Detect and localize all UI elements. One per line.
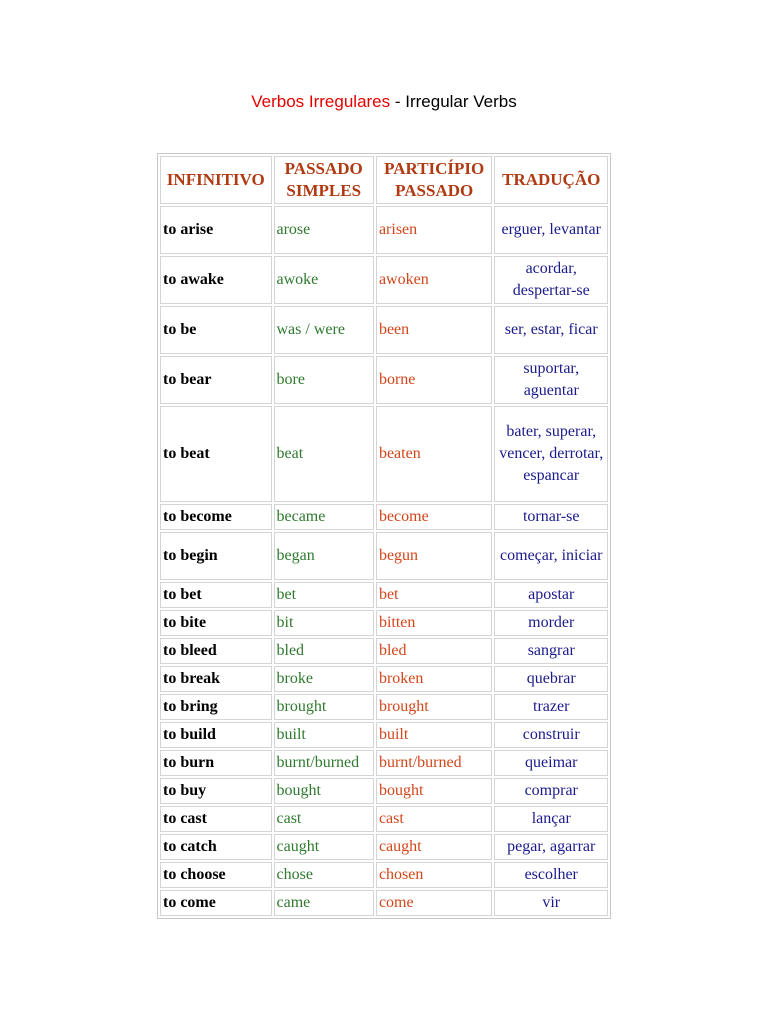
cell-participle: bitten	[376, 610, 493, 636]
cell-past: bled	[274, 638, 374, 664]
cell-infinitive: to be	[160, 306, 272, 354]
cell-translation: bater, superar, vencer, derrotar, espancar	[494, 406, 608, 502]
cell-past: beat	[274, 406, 374, 502]
table-row	[160, 806, 608, 832]
cell-past: came	[274, 890, 374, 916]
cell-translation: vir	[494, 890, 608, 916]
cell-infinitive: to bring	[160, 694, 272, 720]
header-passado-simples: PASSADO SIMPLES	[274, 156, 374, 204]
header-infinitivo: INFINITIVO	[160, 156, 272, 204]
cell-participle: broken	[376, 666, 493, 692]
cell-translation: suportar, aguentar	[494, 356, 608, 404]
cell-translation: tornar-se	[494, 504, 608, 530]
cell-past: built	[274, 722, 374, 748]
table-row	[160, 638, 608, 664]
cell-past: burnt/burned	[274, 750, 374, 776]
cell-infinitive: to awake	[160, 256, 272, 304]
cell-participle: borne	[376, 356, 493, 404]
header-participio-passado: PARTICÍPIO PASSADO	[376, 156, 493, 204]
cell-translation: começar, iniciar	[494, 532, 608, 580]
title-separator: -	[390, 92, 406, 111]
cell-translation: escolher	[494, 862, 608, 888]
cell-participle: caught	[376, 834, 493, 860]
table-row	[160, 504, 608, 530]
cell-past: broke	[274, 666, 374, 692]
cell-past: bore	[274, 356, 374, 404]
cell-infinitive: to come	[160, 890, 272, 916]
cell-translation: acordar, despertar-se	[494, 256, 608, 304]
table-row	[160, 694, 608, 720]
header-traducao: TRADUÇÃO	[494, 156, 608, 204]
table-header-row	[160, 156, 608, 204]
cell-participle: come	[376, 890, 493, 916]
cell-infinitive: to burn	[160, 750, 272, 776]
cell-translation: ser, estar, ficar	[494, 306, 608, 354]
table-row	[160, 666, 608, 692]
cell-infinitive: to bleed	[160, 638, 272, 664]
cell-translation: comprar	[494, 778, 608, 804]
cell-participle: awoken	[376, 256, 493, 304]
table-row	[160, 722, 608, 748]
cell-past: caught	[274, 834, 374, 860]
cell-infinitive: to bet	[160, 582, 272, 608]
cell-translation: quebrar	[494, 666, 608, 692]
cell-past: arose	[274, 206, 374, 254]
cell-past: bit	[274, 610, 374, 636]
cell-infinitive: to beat	[160, 406, 272, 502]
cell-translation: apostar	[494, 582, 608, 608]
cell-infinitive: to become	[160, 504, 272, 530]
cell-infinitive: to cast	[160, 806, 272, 832]
table-row	[160, 406, 608, 502]
cell-past: bet	[274, 582, 374, 608]
cell-past: was / were	[274, 306, 374, 354]
cell-infinitive: to arise	[160, 206, 272, 254]
cell-translation: sangrar	[494, 638, 608, 664]
table-row	[160, 890, 608, 916]
cell-past: bought	[274, 778, 374, 804]
cell-participle: bled	[376, 638, 493, 664]
table-row	[160, 532, 608, 580]
cell-infinitive: to buy	[160, 778, 272, 804]
cell-participle: become	[376, 504, 493, 530]
cell-translation: erguer, levantar	[494, 206, 608, 254]
cell-past: became	[274, 504, 374, 530]
cell-translation: queimar	[494, 750, 608, 776]
cell-participle: bet	[376, 582, 493, 608]
cell-past: cast	[274, 806, 374, 832]
cell-participle: built	[376, 722, 493, 748]
cell-translation: trazer	[494, 694, 608, 720]
cell-infinitive: to choose	[160, 862, 272, 888]
table-row	[160, 750, 608, 776]
irregular-verbs-table	[157, 153, 611, 919]
table-row	[160, 582, 608, 608]
cell-participle: beaten	[376, 406, 493, 502]
cell-translation: lançar	[494, 806, 608, 832]
cell-past: awoke	[274, 256, 374, 304]
cell-participle: begun	[376, 532, 493, 580]
cell-participle: arisen	[376, 206, 493, 254]
cell-participle: cast	[376, 806, 493, 832]
table-row	[160, 306, 608, 354]
cell-participle: bought	[376, 778, 493, 804]
cell-infinitive: to begin	[160, 532, 272, 580]
title-english: Irregular Verbs	[405, 92, 517, 111]
cell-participle: been	[376, 306, 493, 354]
cell-translation: morder	[494, 610, 608, 636]
cell-infinitive: to catch	[160, 834, 272, 860]
table-row	[160, 610, 608, 636]
cell-participle: burnt/burned	[376, 750, 493, 776]
page-title	[0, 92, 768, 112]
table-row	[160, 356, 608, 404]
cell-translation: pegar, agarrar	[494, 834, 608, 860]
cell-past: brought	[274, 694, 374, 720]
cell-infinitive: to bear	[160, 356, 272, 404]
cell-infinitive: to bite	[160, 610, 272, 636]
title-portuguese: Verbos Irregulares	[251, 92, 391, 111]
cell-infinitive: to break	[160, 666, 272, 692]
table-row	[160, 778, 608, 804]
cell-past: chose	[274, 862, 374, 888]
cell-translation: construir	[494, 722, 608, 748]
cell-participle: brought	[376, 694, 493, 720]
table-row	[160, 206, 608, 254]
table-row	[160, 862, 608, 888]
table-row	[160, 834, 608, 860]
cell-past: began	[274, 532, 374, 580]
cell-participle: chosen	[376, 862, 493, 888]
cell-infinitive: to build	[160, 722, 272, 748]
table-row	[160, 256, 608, 304]
